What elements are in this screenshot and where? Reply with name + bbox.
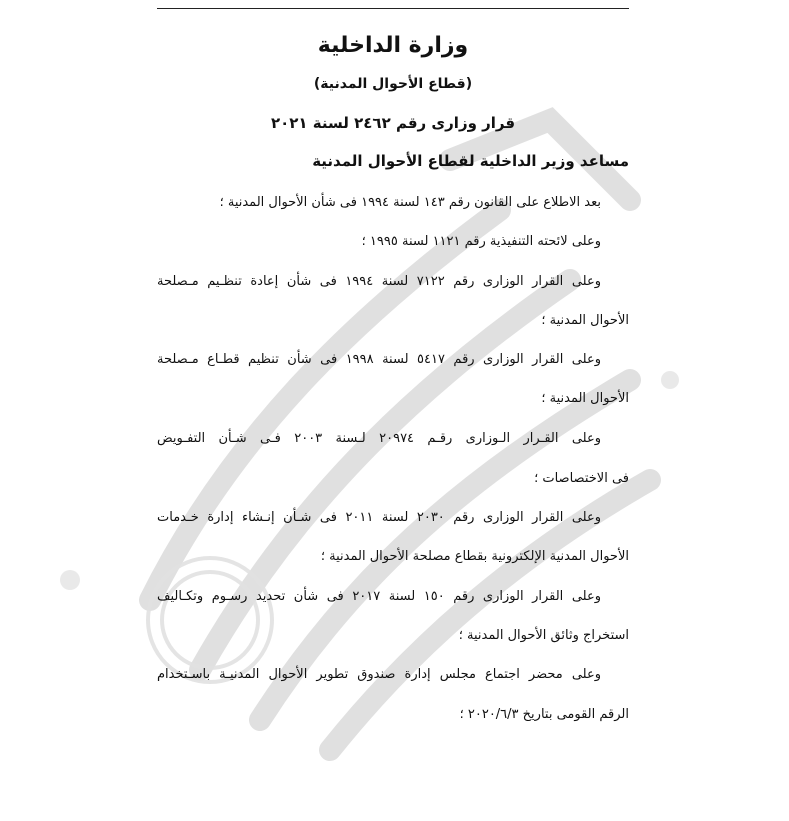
ministry-title: وزارة الداخلية <box>317 33 469 58</box>
paragraph-line: الأحوال المدنية ؛ <box>541 313 629 328</box>
paragraph-line: وعلى القرار الوزارى رقم ٧١٢٢ لسنة ١٩٩٤ فى شأن إعادة تنظـيم مـصلحة <box>157 274 601 289</box>
paragraph-line: فى الاختصاصات ؛ <box>534 471 629 486</box>
top-divider <box>157 8 629 9</box>
decree-title: قرار وزارى رقم ٢٤٦٢ لسنة ٢٠٢١ <box>270 114 516 132</box>
paragraph-line: الأحوال المدنية الإلكترونية بقطاع مصلحة الأحوال المدنية ؛ <box>320 549 629 564</box>
paragraph-line: وعلى القرار الوزارى رقم ٥٤١٧ لسنة ١٩٩٨ فى شأن تنظيم قطـاع مـصلحة <box>157 352 601 367</box>
paragraph-line: وعلى لائحته التنفيذية رقم ١١٢١ لسنة ١٩٩٥ ؛ <box>361 234 601 249</box>
paragraph-line: الأحوال المدنية ؛ <box>541 391 629 406</box>
sector-subtitle: (قطاع الأحوال المدنية) <box>313 76 473 92</box>
paragraph-line: وعلى القرار الوزارى رقم ١٥٠ لسنة ٢٠١٧ فى شأن تحديد رسـوم وتكـاليف <box>157 589 601 604</box>
paragraph-line: بعد الاطلاع على القانون رقم ١٤٣ لسنة ١٩٩٤ فى شأن الأحوال المدنية ؛ <box>219 195 601 210</box>
paragraph-line: وعلى القـرار الـوزارى رقـم ٢٠٩٧٤ لـسنة ٢٠٠٣ فـى شـأن التفـويض <box>157 431 601 446</box>
paragraph-line: الرقم القومى بتاريخ ٢٠٢٠/٦/٣ ؛ <box>459 707 629 722</box>
paragraph-line: وعلى القرار الوزارى رقم ٢٠٣٠ لسنة ٢٠١١ فى شـأن إنـشاء إدارة خـدمات <box>157 510 601 525</box>
issuer-heading: مساعد وزير الداخلية لقطاع الأحوال المدنية <box>312 152 629 170</box>
paragraph-line: وعلى محضر اجتماع مجلس إدارة صندوق تطوير الأحوال المدنيـة باسـتخدام <box>157 667 601 682</box>
paragraph-line: استخراج وثائق الأحوال المدنية ؛ <box>458 628 629 643</box>
